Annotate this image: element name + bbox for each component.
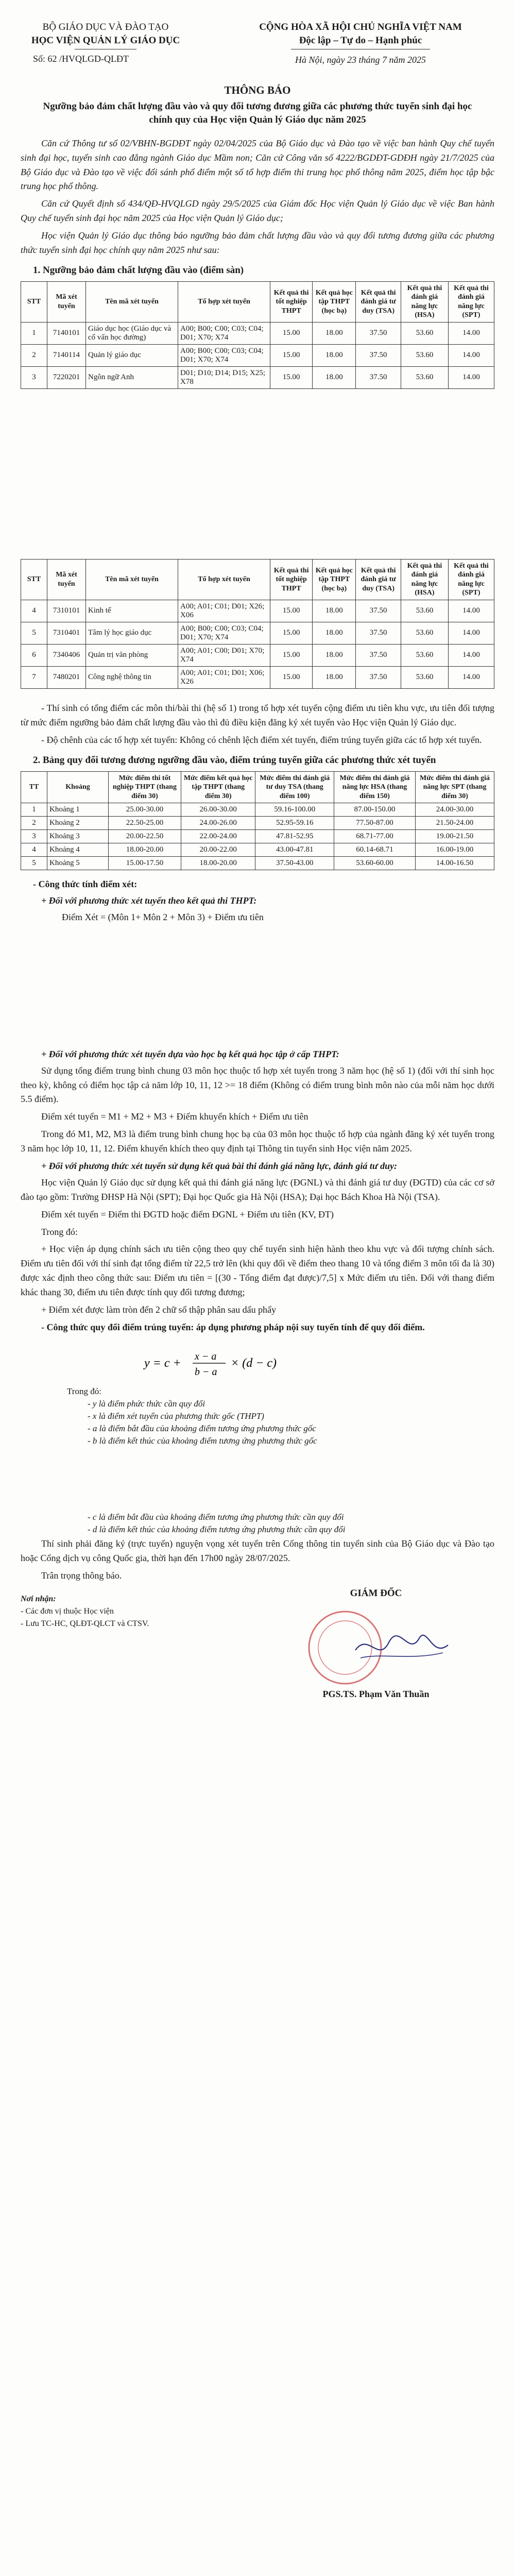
table-cell: 7140114 bbox=[47, 344, 86, 366]
body-paragraph: Trong đó M1, M2, M3 là điểm trung bình chung học bạ của 03 môn học thuộc tổ hợp của ngành đăng ký xét tuyển trong 3 năm học lớp 10, 11, 12. Điểm khuyến khích theo quy định tại Thông tin tuyển sinh Học viện năm 2025. bbox=[21, 1129, 494, 1154]
body-paragraph: Học viện Quản lý Giáo dục sử dụng kết quả thi đánh giá năng lực (ĐGNL) và thi đánh giá tư duy (ĐGTD) của các cơ sở đào tạo gồm: Trường ĐHSP Hà Nội (SPT); Đại học Quốc gia Hà Nội (HSA); Đại học Bách Khoa Hà Nội (TSA). bbox=[21, 1177, 494, 1202]
column-header: Mã xét tuyển bbox=[47, 281, 86, 322]
table-cell: 53.60 bbox=[401, 322, 448, 344]
threshold-table-part2 bbox=[21, 559, 494, 689]
table-cell: 53.60 bbox=[401, 366, 448, 388]
table-cell: 14.00 bbox=[448, 644, 494, 666]
table-cell: 20.00-22.50 bbox=[109, 830, 181, 843]
where-label: Trong đó: bbox=[41, 1226, 78, 1237]
column-header: Kết quả thi đánh giá năng lực (SPT) bbox=[448, 559, 494, 600]
table-cell: A00; A01; C00; D01; X70; X74 bbox=[178, 644, 270, 666]
table-cell: 53.60 bbox=[401, 600, 448, 622]
formula-heading: - Công thức tính điểm xét: bbox=[33, 879, 138, 890]
table-cell: 18.00-20.00 bbox=[109, 843, 181, 857]
recipients-block bbox=[21, 1593, 149, 1630]
column-header: Kết quả thi đánh giá năng lực (SPT) bbox=[448, 281, 494, 322]
table-cell: 14.00 bbox=[448, 322, 494, 344]
table-cell: 2 bbox=[21, 344, 47, 366]
closing-paragraph: Thí sinh phải đăng ký (trực tuyến) nguyện vọng xét tuyển trên Cổng thông tin tuyển sinh của Bộ Giáo dục và Đào tạo hoặc Cổng dịch vụ công Quốc gia, thời hạn đến 17h00 ngày 28/07/2025. bbox=[21, 1538, 494, 1563]
document-title: THÔNG BÁO bbox=[224, 83, 291, 96]
table-row bbox=[21, 857, 494, 870]
table-cell: A00; B00; C00; C03; C04; D01; X70; X74 bbox=[178, 322, 270, 344]
table-cell: 26.00-30.00 bbox=[181, 803, 255, 817]
page-break-gap bbox=[21, 389, 494, 559]
legend-item: - d là điểm kết thúc của khoảng điểm tương ứng phương thức cần quy đổi bbox=[88, 1524, 346, 1534]
method-heading: + Đối với phương thức xét tuyển sử dụng kết quả bài thi đánh giá năng lực, đánh giá tư duy: bbox=[41, 1160, 398, 1171]
document-sheet bbox=[21, 21, 494, 1722]
table-cell: 18.00 bbox=[313, 366, 356, 388]
table-cell: 21.50-24.00 bbox=[416, 817, 494, 830]
column-header: Mức điểm thi đánh giá năng lực HSA (thang điểm 150) bbox=[334, 771, 416, 803]
thpt-formula: Điểm Xét = (Môn 1+ Môn 2 + Môn 3) + Điểm ưu tiên bbox=[62, 911, 264, 922]
table-cell: 18.00 bbox=[313, 666, 356, 688]
table-cell: 5 bbox=[21, 857, 47, 870]
table-cell: 18.00 bbox=[313, 622, 356, 644]
national-block bbox=[227, 21, 494, 66]
table-cell: Khoảng 4 bbox=[47, 843, 109, 857]
threshold-table-part1 bbox=[21, 281, 494, 389]
table-cell: 37.50 bbox=[356, 600, 401, 622]
column-header: Kết quả thi đánh giá tư duy (TSA) bbox=[356, 559, 401, 600]
table-cell: Tâm lý học giáo dục bbox=[86, 622, 178, 644]
column-header: Mức điểm thi đánh giá năng lực SPT (thang điểm 30) bbox=[416, 771, 494, 803]
table-cell: 53.60 bbox=[401, 344, 448, 366]
intro-paragraph: Căn cứ Thông tư số 02/VBHN-BGDĐT ngày 02/04/2025 của Bộ Giáo dục và Đào tạo về việc ban hành Quy chế tuyển sinh đại học, tuyển sinh cao đẳng ngành Giáo dục Mầm non; Căn cứ Công văn số 4222/BGDĐT-GDĐH ngày 21/7/2025 của Bộ Giáo dục và Đào tạo về việc đổi sánh phổ điểm một số tổ hợp điểm thi trung học phổ thông năm 2025, điểm học tập bậc trung học phổ thông. bbox=[21, 138, 494, 192]
column-header: Mức điểm thi đánh giá tư duy TSA (thang điểm 100) bbox=[255, 771, 334, 803]
table-cell: 15.00 bbox=[270, 666, 313, 688]
table-cell: 4 bbox=[21, 843, 47, 857]
handwritten-signature-icon bbox=[355, 1635, 448, 1650]
column-header: TT bbox=[21, 771, 47, 803]
note-paragraph: - Thí sinh có tổng điểm các môn thi/bài thi (hệ số 1) trong tổ hợp xét tuyển cộng điểm ưu tiên khu vực, ưu tiên đối tượng từ mức điểm ngưỡng bảo đảm chất lượng đầu vào thì đủ điều kiện đăng ký xét tuyển vào Học viện Quản lý Giáo dục. bbox=[21, 702, 494, 727]
legend-intro: Trong đó: bbox=[67, 1386, 101, 1396]
table-row bbox=[21, 830, 494, 843]
legend-item: - b là điểm kết thúc của khoảng điểm tương ứng phương thức gốc bbox=[88, 1435, 317, 1446]
table-row bbox=[21, 666, 494, 688]
table-cell: 3 bbox=[21, 366, 47, 388]
document-subtitle: Ngưỡng bảo đảm chất lượng đầu vào và quy đổi tương đương giữa các phương thức tuyển sinh đại học chính quy của Học viện Quản lý Giáo dục năm 2025 bbox=[43, 100, 472, 126]
table-cell: 47.81-52.95 bbox=[255, 830, 334, 843]
table-cell: 14.00 bbox=[448, 666, 494, 688]
table-cell: 14.00 bbox=[448, 344, 494, 366]
table-cell: 18.00 bbox=[313, 344, 356, 366]
column-header: Tổ hợp xét tuyển bbox=[178, 281, 270, 322]
issuer-block bbox=[21, 21, 191, 66]
table-cell: 7310101 bbox=[47, 600, 86, 622]
table-cell: 15.00 bbox=[270, 344, 313, 366]
national-motto: Độc lập – Tự do – Hạnh phúc bbox=[299, 35, 422, 46]
country-name: CỘNG HÒA XÃ HỘI CHỦ NGHĨA VIỆT NAM bbox=[259, 22, 462, 32]
column-header: Mức điểm kết quả học tập THPT (thang điểm 30) bbox=[181, 771, 255, 803]
table-cell: 37.50 bbox=[356, 344, 401, 366]
table-cell: 15.00 bbox=[270, 644, 313, 666]
method-heading: + Đối với phương thức xét tuyển theo kết quả thi THPT: bbox=[41, 895, 257, 906]
table-cell: 77.50-87.00 bbox=[334, 817, 416, 830]
table-header-row bbox=[21, 281, 494, 322]
signer-role: GIÁM ĐỐC bbox=[350, 1588, 402, 1599]
formula-graphic bbox=[139, 1345, 355, 1381]
official-stamp-icon bbox=[309, 1612, 381, 1684]
signature-underline bbox=[360, 1653, 443, 1658]
table-cell: 15.00 bbox=[270, 622, 313, 644]
conversion-heading: - Công thức quy đổi điểm trúng tuyển: áp dụng phương pháp nội suy tuyến tính để quy đổi điểm. bbox=[41, 1321, 425, 1332]
interpolation-formula bbox=[139, 1345, 355, 1381]
signature-area bbox=[21, 1588, 494, 1722]
table-cell: 60.14-68.71 bbox=[334, 843, 416, 857]
body-paragraph: + Học viện áp dụng chính sách ưu tiên cộng theo quy chế tuyển sinh hiện hành theo khu vực và đối tượng chính sách. Điểm ưu tiên đối với thí sinh đạt tổng điểm từ 22,5 trở lên (khi quy đổi về điểm theo thang 10 và tổng điểm 3 môn tối đa là 30) được xác định theo công thức sau: Điểm ưu tiên = [(30 - Tổng điểm đạt được)/7,5] x Mức điểm ưu tiên. Đối với thang điểm khác thang 30, điểm ưu tiên được tính quy đổi tương đương; bbox=[21, 1244, 494, 1298]
table-cell: 7 bbox=[21, 666, 47, 688]
table-cell: 7480201 bbox=[47, 666, 86, 688]
formula-left: y = c + bbox=[144, 1356, 181, 1370]
body-paragraph: + Điểm xét được làm tròn đến 2 chữ số thập phân sau dấu phẩy bbox=[41, 1304, 277, 1315]
recipient-item: - Lưu TC-HC, QLĐT-QLCT và CTSV. bbox=[21, 1619, 149, 1629]
column-header: Kết quả thi đánh giá năng lực (HSA) bbox=[401, 559, 448, 600]
table-cell: 37.50-43.00 bbox=[255, 857, 334, 870]
note-paragraph: - Độ chênh của các tổ hợp xét tuyển: Không có chênh lệch điểm xét tuyển, điểm trúng tuyển giữa các tổ hợp xét tuyển. bbox=[41, 734, 482, 745]
signer-block bbox=[278, 1588, 474, 1717]
table-cell: 6 bbox=[21, 644, 47, 666]
method-heading: + Đối với phương thức xét tuyển dựa vào học bạ kết quả học tập ở cấp THPT: bbox=[41, 1048, 339, 1059]
dgnl-formula: Điểm xét tuyển = Điểm thi ĐGTD hoặc điểm ĐGNL + Điểm ưu tiên (KV, ĐT) bbox=[41, 1209, 334, 1219]
table-cell: 14.00 bbox=[448, 600, 494, 622]
recipient-item: - Các đơn vị thuộc Học viện bbox=[21, 1607, 114, 1616]
formula-right: × (d − c) bbox=[231, 1356, 277, 1370]
table-row bbox=[21, 803, 494, 817]
table-cell: Quản lý giáo dục bbox=[86, 344, 178, 366]
table-cell: A00; A01; C01; D01; X26; X06 bbox=[178, 600, 270, 622]
table-cell: A00; B00; C00; C03; C04; D01; X70; X74 bbox=[178, 344, 270, 366]
legend-item: - c là điểm bắt đầu của khoảng điểm tương ứng phương thức cần quy đổi bbox=[88, 1512, 344, 1522]
table-cell: 43.00-47.81 bbox=[255, 843, 334, 857]
column-header: STT bbox=[21, 559, 47, 600]
table-cell: 7310401 bbox=[47, 622, 86, 644]
table-cell: 22.00-24.00 bbox=[181, 830, 255, 843]
table-cell: 1 bbox=[21, 322, 47, 344]
table-cell: 37.50 bbox=[356, 366, 401, 388]
column-header: Kết quả học tập THPT (học bạ) bbox=[313, 559, 356, 600]
column-header: Kết quả thi tốt nghiệp THPT bbox=[270, 559, 313, 600]
column-header: Kết quả học tập THPT (học bạ) bbox=[313, 281, 356, 322]
table-cell: 53.60 bbox=[401, 644, 448, 666]
table-cell: 18.00-20.00 bbox=[181, 857, 255, 870]
table-row bbox=[21, 817, 494, 830]
formula-legend bbox=[21, 1386, 494, 1446]
table-cell: 18.00 bbox=[313, 644, 356, 666]
table-cell: 3 bbox=[21, 830, 47, 843]
table-cell: 53.60 bbox=[401, 622, 448, 644]
legend-item: - a là điểm bắt đầu của khoảng điểm tương ứng phương thức gốc bbox=[88, 1423, 316, 1433]
table-cell: 14.00-16.50 bbox=[416, 857, 494, 870]
table-cell: 22.50-25.00 bbox=[109, 817, 181, 830]
hocba-formula: Điểm xét tuyển = M1 + M2 + M3 + Điểm khuyến khích + Điểm ưu tiên bbox=[41, 1111, 308, 1122]
table-cell: 53.60-60.00 bbox=[334, 857, 416, 870]
table-cell: 24.00-26.00 bbox=[181, 817, 255, 830]
intro-paragraph: Học viện Quản lý Giáo dục thông báo ngưỡng bảo đảm chất lượng đầu vào và quy đổi tương đương giữa các phương thức tuyển sinh đại học chính quy năm 2025 như sau: bbox=[21, 230, 494, 255]
column-header: Kết quả thi đánh giá năng lực (HSA) bbox=[401, 281, 448, 322]
table-header-row bbox=[21, 559, 494, 600]
table-cell: Khoảng 2 bbox=[47, 817, 109, 830]
table-cell: Khoảng 5 bbox=[47, 857, 109, 870]
table-cell: 87.00-150.00 bbox=[334, 803, 416, 817]
table-cell: 15.00 bbox=[270, 600, 313, 622]
table-cell: 37.50 bbox=[356, 644, 401, 666]
issue-date: Hà Nội, ngày 23 tháng 7 năm 2025 bbox=[295, 55, 426, 65]
document-header bbox=[21, 21, 494, 66]
intro-paragraph: Căn cứ Quyết định số 434/QĐ-HVQLGD ngày 29/5/2025 của Giám đốc Học viện Quản lý Giáo dục về việc Ban hành Quy chế tuyển sinh đại học năm 2025 của Học viện Quản lý Giáo dục; bbox=[21, 198, 494, 224]
table-cell: Quản trị văn phòng bbox=[86, 644, 178, 666]
recipients-label: Nơi nhận: bbox=[21, 1595, 56, 1604]
table-cell: 68.71-77.00 bbox=[334, 830, 416, 843]
formula-legend-continued bbox=[21, 1512, 494, 1535]
table-cell: 5 bbox=[21, 622, 47, 644]
table-cell: Khoảng 1 bbox=[47, 803, 109, 817]
table-row bbox=[21, 344, 494, 366]
stamp-and-signature bbox=[278, 1601, 474, 1689]
table-cell: 7140101 bbox=[47, 322, 86, 344]
column-header: Khoảng bbox=[47, 771, 109, 803]
legend-item: - x là điểm xét tuyển của phương thức gốc (THPT) bbox=[88, 1411, 264, 1421]
table-cell: 14.00 bbox=[448, 622, 494, 644]
column-header: Mức điểm thi tốt nghiệp THPT (thang điểm 30) bbox=[109, 771, 181, 803]
table-cell: 14.00 bbox=[448, 366, 494, 388]
table-cell: 25.00-30.00 bbox=[109, 803, 181, 817]
table-row bbox=[21, 322, 494, 344]
institute-name: HỌC VIỆN QUẢN LÝ GIÁO DỤC bbox=[31, 35, 180, 46]
column-header: STT bbox=[21, 281, 47, 322]
table-cell: 18.00 bbox=[313, 600, 356, 622]
table-cell: 37.50 bbox=[356, 666, 401, 688]
ministry-name: BỘ GIÁO DỤC VÀ ĐÀO TẠO bbox=[42, 22, 169, 32]
table-row bbox=[21, 600, 494, 622]
document-number: Số: 62 /HVQLGD-QLĐT bbox=[33, 54, 129, 64]
section-heading: 2. Bảng quy đổi tương đương ngưỡng đầu vào, điểm trúng tuyển giữa các phương thức xét tuyển bbox=[33, 754, 436, 766]
table-cell: 2 bbox=[21, 817, 47, 830]
table-row bbox=[21, 843, 494, 857]
table-cell: 37.50 bbox=[356, 622, 401, 644]
table-cell: 7220201 bbox=[47, 366, 86, 388]
formula-numerator: x − a bbox=[195, 1350, 217, 1362]
table-cell: 7340406 bbox=[47, 644, 86, 666]
table-cell: 19.00-21.50 bbox=[416, 830, 494, 843]
table-cell: Ngôn ngữ Anh bbox=[86, 366, 178, 388]
signer-name: PGS.TS. Phạm Văn Thuần bbox=[322, 1689, 430, 1700]
table-cell: 59.16-100.00 bbox=[255, 803, 334, 817]
section-heading: 1. Ngưỡng bảo đảm chất lượng đầu vào (điểm sàn) bbox=[33, 264, 244, 276]
column-header: Tên mã xét tuyển bbox=[86, 281, 178, 322]
table-cell: 15.00-17.50 bbox=[109, 857, 181, 870]
table-cell: 53.60 bbox=[401, 666, 448, 688]
column-header: Tên mã xét tuyển bbox=[86, 559, 178, 600]
table-cell: 1 bbox=[21, 803, 47, 817]
table-cell: 52.95-59.16 bbox=[255, 817, 334, 830]
table-cell: Khoảng 3 bbox=[47, 830, 109, 843]
table-row bbox=[21, 644, 494, 666]
table-row bbox=[21, 622, 494, 644]
table-cell: 15.00 bbox=[270, 322, 313, 344]
column-header: Kết quả thi tốt nghiệp THPT bbox=[270, 281, 313, 322]
table-cell: 37.50 bbox=[356, 322, 401, 344]
column-header: Tổ hợp xét tuyển bbox=[178, 559, 270, 600]
body-paragraph: Sử dụng tổng điểm trung bình chung 03 môn học thuộc tổ hợp xét tuyển trong 3 năm học (hệ số 1) (đối với thí sinh học theo kỳ, không có điểm học tập cả năm lớp 10, 11, 12 >= 18 điểm (Không có điểm trung bình môn nào của mỗi năm học dưới 5.5 điểm). bbox=[21, 1065, 494, 1105]
table-cell: 18.00 bbox=[313, 322, 356, 344]
stamp-inner-ring bbox=[318, 1621, 372, 1674]
conversion-table bbox=[21, 771, 494, 871]
legend-item: - y là điểm phức thức cần quy đổi bbox=[88, 1398, 205, 1409]
table-cell: 15.00 bbox=[270, 366, 313, 388]
formula-denominator: b − a bbox=[195, 1366, 217, 1378]
table-cell: Công nghệ thông tin bbox=[86, 666, 178, 688]
table-cell: 16.00-19.00 bbox=[416, 843, 494, 857]
column-header: Kết quả thi đánh giá tư duy (TSA) bbox=[356, 281, 401, 322]
closing-paragraph: Trân trọng thông báo. bbox=[41, 1570, 122, 1581]
table-cell: Kinh tế bbox=[86, 600, 178, 622]
table-cell: A00; B00; C00; C03; C04; D01; X70; X74 bbox=[178, 622, 270, 644]
table-cell: 24.00-30.00 bbox=[416, 803, 494, 817]
table-cell: 20.00-22.00 bbox=[181, 843, 255, 857]
table-cell: A00; A01; C01; D01; X06; X26 bbox=[178, 666, 270, 688]
table-cell: D01; D10; D14; D15; X25; X78 bbox=[178, 366, 270, 388]
column-header: Mã xét tuyển bbox=[47, 559, 86, 600]
table-cell: 4 bbox=[21, 600, 47, 622]
table-header-row bbox=[21, 771, 494, 803]
table-row bbox=[21, 366, 494, 388]
table-cell: Giáo dục học (Giáo dục và cố vấn học đường) bbox=[86, 322, 178, 344]
